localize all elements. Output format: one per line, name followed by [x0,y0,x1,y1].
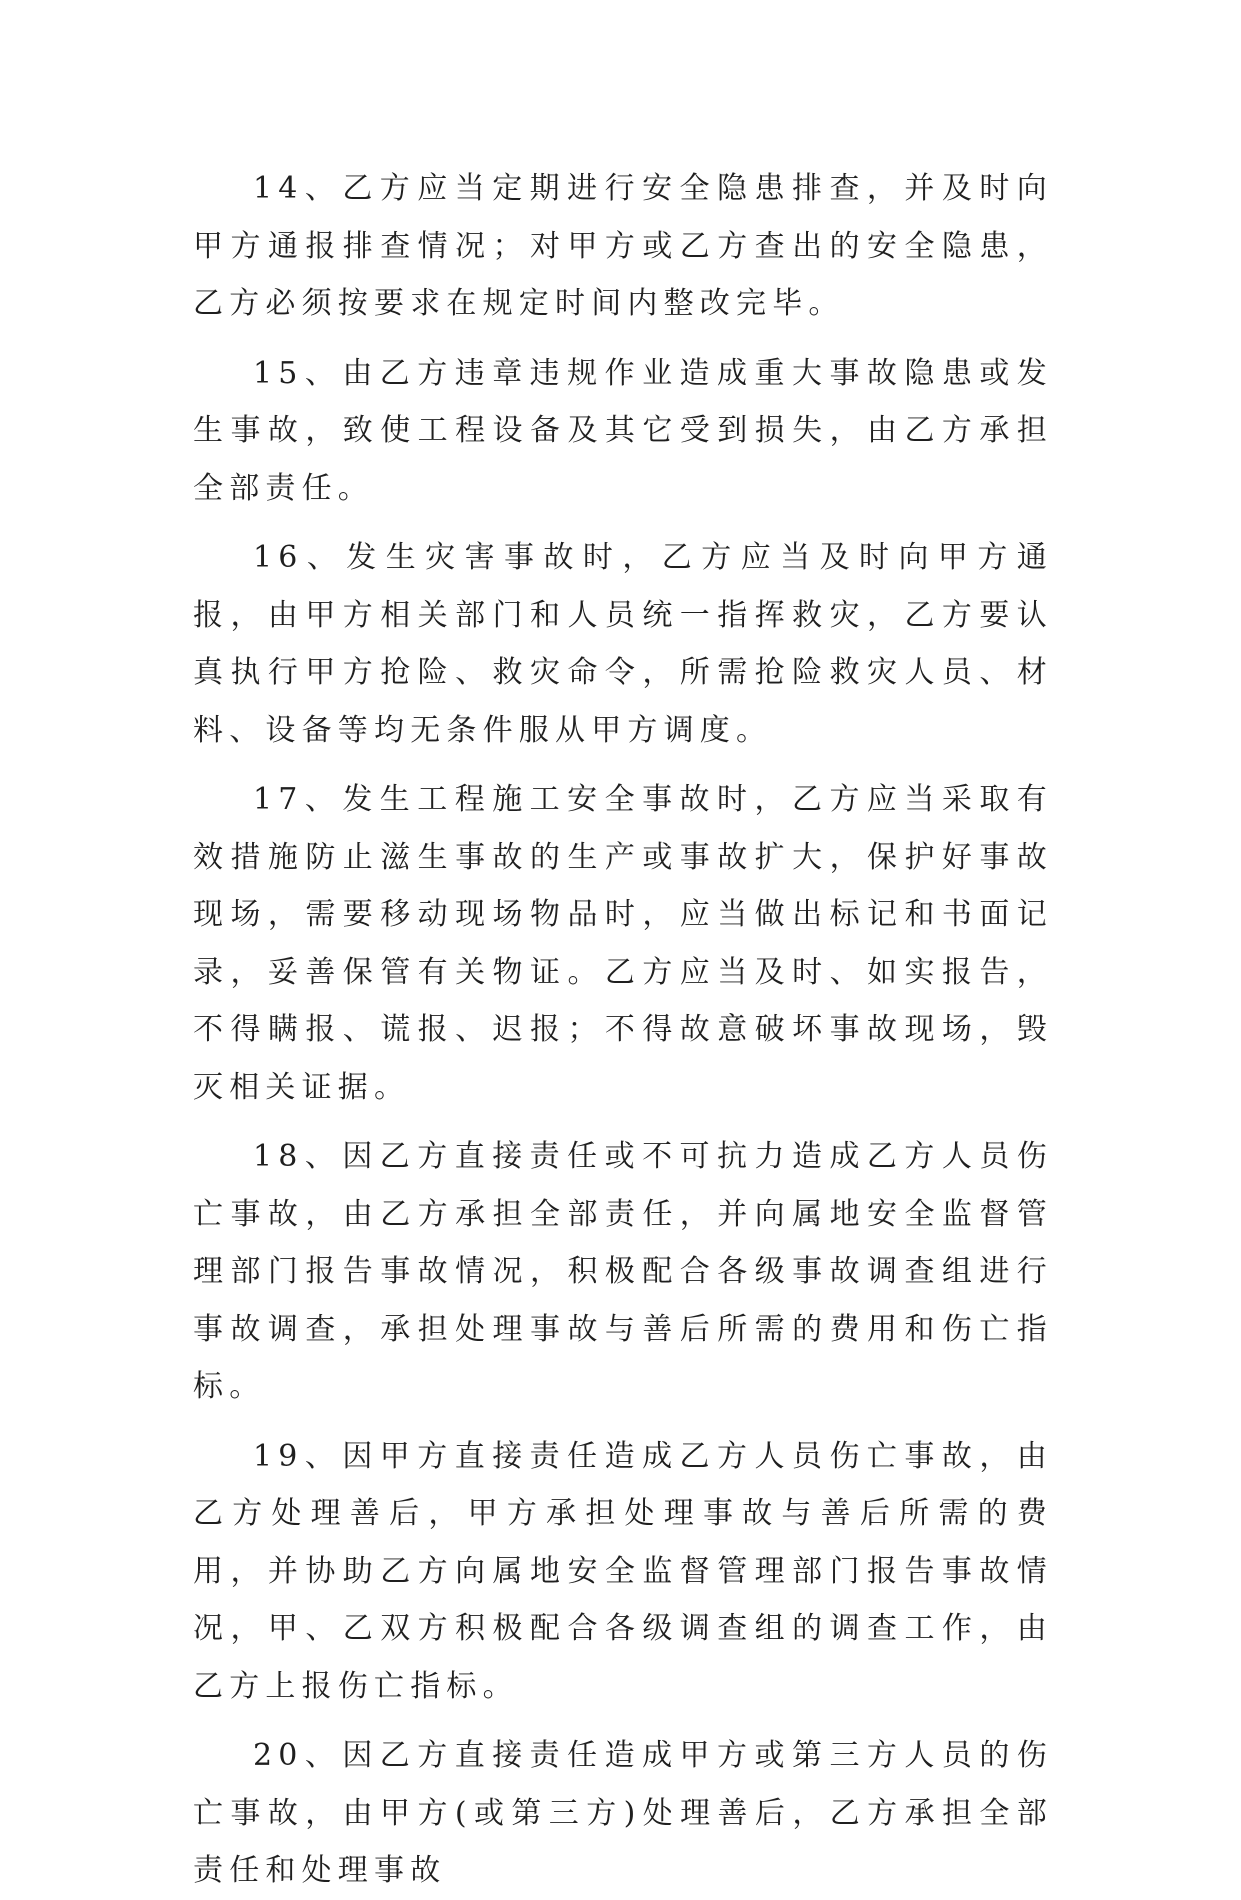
clause-17: 17、发生工程施工安全事故时，乙方应当采取有效措施防止滋生事故的生产或事故扩大，保护好事故现场，需要移动现场物品时，应当做出标记和书面记录，妥善保管有关物证。乙方应当及时、如实报告，不得瞒报、谎报、迟报；不得故意破坏事故现场，毁灭相关证据。 [193,782,1053,1105]
clause-14: 14、乙方应当定期进行安全隐患排查，并及时向甲方通报排查情况；对甲方或乙方查出的安全隐患，乙方必须按要求在规定时间内整改完毕。 [193,171,1053,321]
clause-18: 18、因乙方直接责任或不可抗力造成乙方人员伤亡事故，由乙方承担全部责任，并向属地安全监督管理部门报告事故情况，积极配合各级事故调查组进行事故调查，承担处理事故与善后所需的费用和伤亡指标。 [193,1139,1053,1404]
clause-16: 16、发生灾害事故时，乙方应当及时向甲方通报，由甲方相关部门和人员统一指挥救灾，乙方要认真执行甲方抢险、救灾命令，所需抢险救灾人员、材料、设备等均无条件服从甲方调度。 [193,540,1053,748]
clause-20: 20、因乙方直接责任造成甲方或第三方人员的伤亡事故，由甲方(或第三方)处理善后，乙方承担全部责任和处理事故 [193,1738,1053,1888]
document-body [193,160,1053,1900]
clause-19: 19、因甲方直接责任造成乙方人员伤亡事故，由乙方处理善后，甲方承担处理事故与善后所需的费用，并协助乙方向属地安全监督管理部门报告事故情况，甲、乙双方积极配合各级调查组的调查工作，由乙方上报伤亡指标。 [193,1438,1053,1704]
clause-15: 15、由乙方违章违规作业造成重大事故隐患或发生事故，致使工程设备及其它受到损失，由乙方承担全部责任。 [193,355,1053,506]
